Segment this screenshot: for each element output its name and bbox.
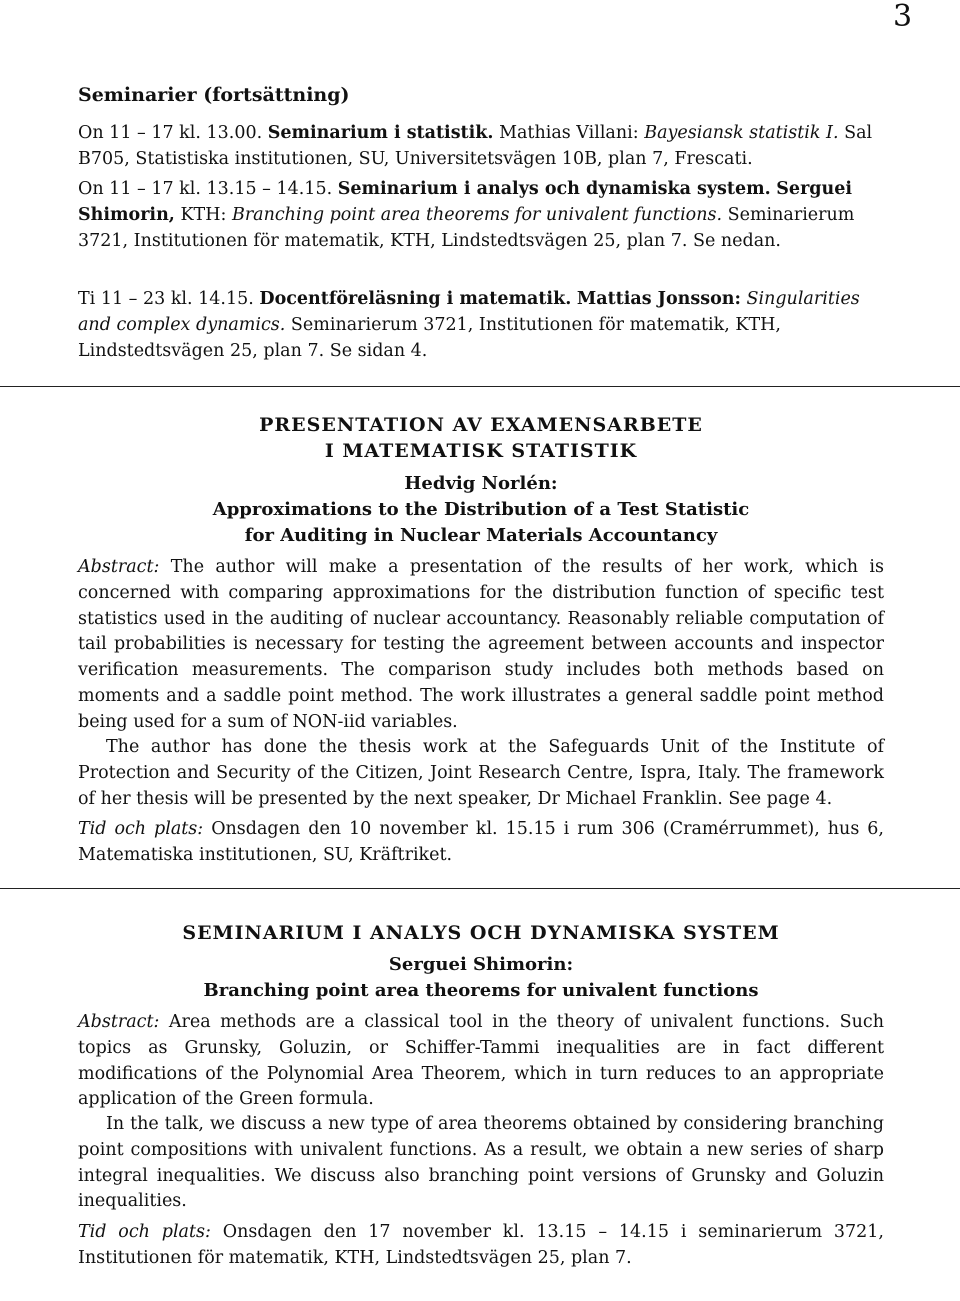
section-divider [0,888,960,889]
entry-location: Seminarierum 3721, Institutionen för matematik, KTH, Lindstedtsvägen 25, plan 7. Se nedan. [78,205,855,251]
time-place-text: Onsdagen den 10 november kl. 15.15 i rum 306 (Cramérrummet), hus 6, Matematiska institutionen, SU, Kräftriket. [78,819,884,865]
seminar-heading: SEMINARIUM I ANALYS OCH DYNAMISKA SYSTEM [182,922,780,944]
presentation-title-2: for Auditing in Nuclear Materials Accountancy [244,525,718,546]
entry-date: On 11 – 17 [78,179,174,199]
entry-location: Sal B705, Statistiska institutionen, SU, Universitetsvägen 10B, plan 7, Frescati. [78,123,873,169]
entry-time: kl. 13.15 – 14.15. [179,179,333,199]
entry-type: Docentföreläsning i matematik. [259,289,572,309]
entry-time: kl. 14.15. [170,289,254,309]
seminar-time-place [78,1220,884,1272]
entry-speaker: Mathias Villani: [499,123,639,143]
entry-location: Seminarierum 3721, Institutionen för matematik, KTH, Lindstedtsvägen 25, plan 7. Se sidan 4. [78,315,781,361]
entry-talk-title: Bayesiansk statistik I. [644,123,839,143]
entry-type: Seminarium i analys och dynamiska system. [337,179,771,199]
entry-speaker: Serguei Shimorin, [78,179,853,225]
entry-speaker: Mattias Jonsson: [576,289,741,309]
seminar-abstract-p2: In the talk, we discuss a new type of area theorems obtained by considering branching point compositions with univalent functions. As a result, we obtain a new series of sharp integral inequalities. We discuss also branching point versions of Grunsky and Goluzin inequalities. [78,1114,884,1212]
entry-date: On 11 – 17 [78,123,174,143]
presentation-title-1: Approximations to the Distribution of a Test Statistic [212,499,750,520]
time-place-label: Tid och plats: [78,1222,211,1242]
presentation-abstract [78,555,884,736]
entry-time: kl. 13.00. [179,123,263,143]
seminar-title: Branching point area theorems for univalent functions [203,980,759,1001]
presentation-speaker: Hedvig Norlén: [404,473,558,494]
entry-date: Ti 11 – 23 [78,289,166,309]
entry-talk-title: Branching point area theorems for univalent functions. [231,205,723,225]
schedule-entry [78,176,888,254]
schedule-entry [78,286,888,364]
entry-talk-title: Singularities and complex dynamics. [78,289,860,335]
section-divider [0,386,960,387]
presentation-abstract-p2: The author has done the thesis work at the Safeguards Unit of the Institute of Protection and Security of the Citizen, Joint Research Centre, Ispra, Italy. The framework of her thesis will be presented by the next speaker, Dr Michael Franklin. See page 4. [78,737,884,809]
page-number: 3 [893,0,913,34]
presentation-time-place [78,817,884,869]
schedule-entry [78,120,888,172]
seminar-speaker: Serguei Shimorin: [388,954,574,975]
abstract-label: Abstract: [78,557,160,577]
time-place-label: Tid och plats: [78,819,204,839]
schedule-title: Seminarier (fortsättning) [78,84,350,106]
abstract-label: Abstract: [78,1012,160,1032]
entry-affiliation: KTH: [180,205,227,225]
time-place-text: Onsdagen den 17 november kl. 13.15 – 14.15 i seminarierum 3721, Institutionen för matematik, KTH, Lindstedtsvägen 25, plan 7. [78,1222,884,1268]
entry-type: Seminarium i statistik. [267,123,494,143]
presentation-heading-2: I MATEMATISK STATISTIK [324,440,638,462]
abstract-text: Area methods are a classical tool in the theory of univalent functions. Such topics as Grunsky, Goluzin, or Schiffer-Tammi inequalities are in fact different modifications of the Polynomial Area Theorem, which in turn reduces to an appropriate application of the Green formula. [78,1012,884,1110]
seminar-abstract [78,1010,884,1113]
abstract-text: The author will make a presentation of the results of her work, which is concerned with comparing approximations for the distribution function of specific test statistics used in the auditing of nuclear accountancy. Reasonably reliable computation of tail probabilities is necessary for testing the agreement between accounts and inspector verification measurements. The comparison study includes both methods based on moments and a saddle point method. The work illustrates a general saddle point method being used for a sum of NON-iid variables. [78,557,884,732]
presentation-heading-1: PRESENTATION AV EXAMENSARBETE [259,414,703,436]
